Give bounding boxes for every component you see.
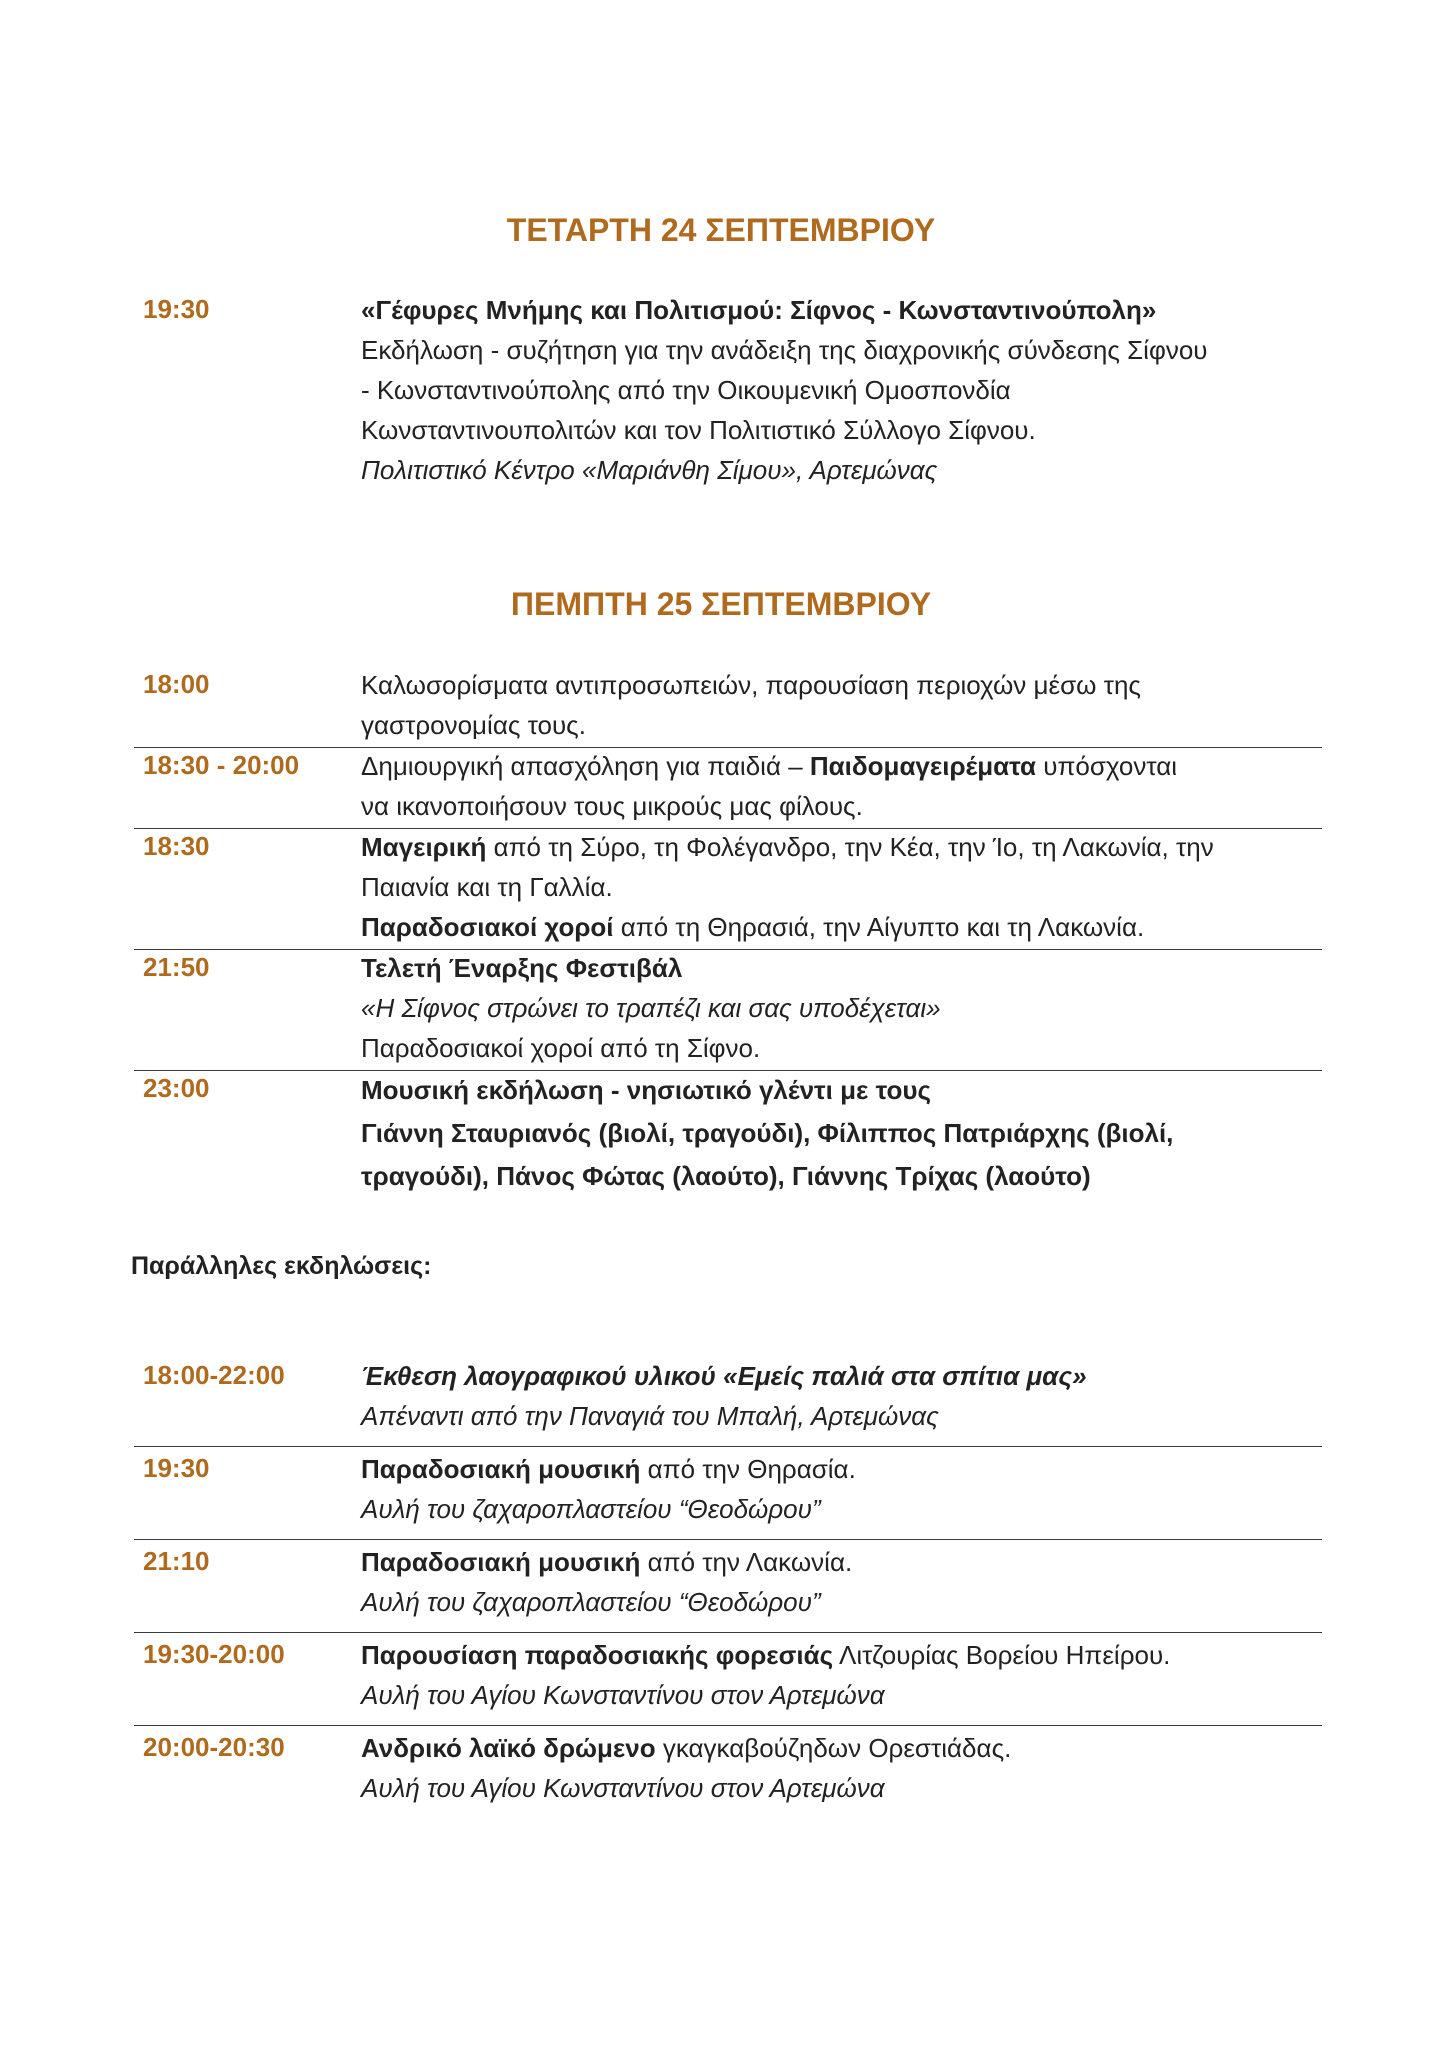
event-details (361, 665, 1321, 745)
event-description-line: Παραδοσιακοί χοροί από τη Σίφνο. (361, 1033, 761, 1063)
event-subtitle: «Η Σίφνος στρώνει το τραπέζι και σας υποδέχεται» (361, 993, 941, 1023)
row-divider (134, 1632, 1322, 1633)
event-description-line: - Κωνσταντινούπολης από την Οικουμενική Ομοσπονδία (361, 375, 1011, 405)
event-description-line: Ανδρικό λαϊκό δρώμενο γκαγκαβούζηδων Ορεστιάδας. (361, 1733, 1012, 1763)
event-description-line: Κωνσταντινουπολιτών και τον Πολιτιστικό Σύλλογο Σίφνου. (361, 415, 1036, 445)
event-description-line: να ικανοποιήσουν τους μικρούς μας φίλους. (361, 791, 863, 821)
event-time: 23:00 (143, 1073, 210, 1103)
event-venue: Πολιτιστικό Κέντρο «Μαριάνθη Σίμου», Αρτεμώνας (361, 455, 938, 485)
day-heading-wednesday: ΤΕΤΑΡΤΗ 24 ΣΕΠΤΕΜΒΡΙΟΥ (506, 212, 936, 248)
event-venue: Αυλή του ζαχαροπλαστείου “Θεοδώρου” (361, 1587, 821, 1617)
parallel-events-heading: Παράλληλες εκδηλώσεις: (131, 1252, 432, 1280)
row-divider (134, 1446, 1322, 1447)
event-performers: Γιάννη Σταυριανός (βιολί, τραγούδι), Φίλιππος Πατριάρχης (βιολί, (361, 1118, 1174, 1148)
row-divider (134, 1725, 1322, 1726)
event-time: 20:00-20:30 (143, 1732, 285, 1762)
event-title: Έκθεση λαογραφικού υλικού «Εμείς παλιά στα σπίτια μας» (361, 1361, 1087, 1391)
event-venue: Αυλή του Αγίου Κωνσταντίνου στον Αρτεμώνα (361, 1773, 885, 1803)
event-description-line: Εκδήλωση - συζήτηση για την ανάδειξη της διαχρονικής σύνδεσης Σίφνου (361, 335, 1208, 365)
row-divider (134, 1539, 1322, 1540)
event-venue: Αυλή του Αγίου Κωνσταντίνου στον Αρτεμώνα (361, 1680, 885, 1710)
event-time: 18:00 (143, 669, 210, 699)
event-details (361, 1635, 1321, 1715)
event-description-line: Παραδοσιακοί χοροί από τη Θηρασιά, την Αίγυπτο και τη Λακωνία. (361, 912, 1145, 942)
event-time: 18:00-22:00 (143, 1360, 285, 1390)
event-details (361, 1449, 1321, 1529)
event-time: 21:10 (143, 1546, 210, 1576)
event-details (361, 948, 1321, 1068)
event-details (361, 1542, 1321, 1622)
event-details (361, 827, 1321, 947)
event-title: Τελετή Έναρξης Φεστιβάλ (361, 953, 683, 983)
event-details (361, 1069, 1321, 1198)
event-description-line: Μαγειρική από τη Σύρο, τη Φολέγανδρο, την Κέα, την Ίο, τη Λακωνία, την (361, 832, 1214, 862)
event-description-line: γαστρονομίας τους. (361, 710, 586, 740)
event-time: 19:30-20:00 (143, 1639, 285, 1669)
event-description-line: Παραδοσιακή μουσική από την Λακωνία. (361, 1547, 853, 1577)
event-time: 19:30 (143, 294, 210, 324)
event-description-line: Παρουσίαση παραδοσιακής φορεσιάς Λιτζουρίας Βορείου Ηπείρου. (361, 1640, 1171, 1670)
event-time: 21:50 (143, 952, 210, 982)
event-details (361, 290, 1321, 490)
event-venue: Αυλή του ζαχαροπλαστείου “Θεοδώρου” (361, 1494, 821, 1524)
event-description-line: Παιανία και τη Γαλλία. (361, 872, 613, 902)
event-details (361, 1356, 1321, 1436)
event-description-line: Παραδοσιακή μουσική από την Θηρασία. (361, 1454, 856, 1484)
event-time: 18:30 - 20:00 (143, 750, 300, 780)
event-description-line: Δημιουργική απασχόληση για παιδιά – Παιδομαγειρέματα υπόσχονται (361, 751, 1178, 781)
event-time: 19:30 (143, 1453, 210, 1483)
event-title: Μουσική εκδήλωση - νησιωτικό γλέντι με τους (361, 1075, 931, 1105)
event-details (361, 1728, 1321, 1808)
day-heading-thursday: ΠΕΜΠΤΗ 25 ΣΕΠΤΕΜΒΡΙΟΥ (510, 586, 932, 622)
event-details (361, 746, 1321, 826)
event-description-line: Καλωσορίσματα αντιπροσωπειών, παρουσίαση περιοχών μέσω της (361, 670, 1141, 700)
event-time: 18:30 (143, 831, 210, 861)
event-performers: τραγούδι), Πάνος Φώτας (λαούτο), Γιάννης Τρίχας (λαούτο) (361, 1161, 1091, 1191)
event-title: «Γέφυρες Μνήμης και Πολιτισμού: Σίφνος - Κωνσταντινούπολη» (361, 295, 1157, 325)
event-venue: Απέναντι από την Παναγιά του Μπαλή, Αρτεμώνας (361, 1401, 939, 1431)
